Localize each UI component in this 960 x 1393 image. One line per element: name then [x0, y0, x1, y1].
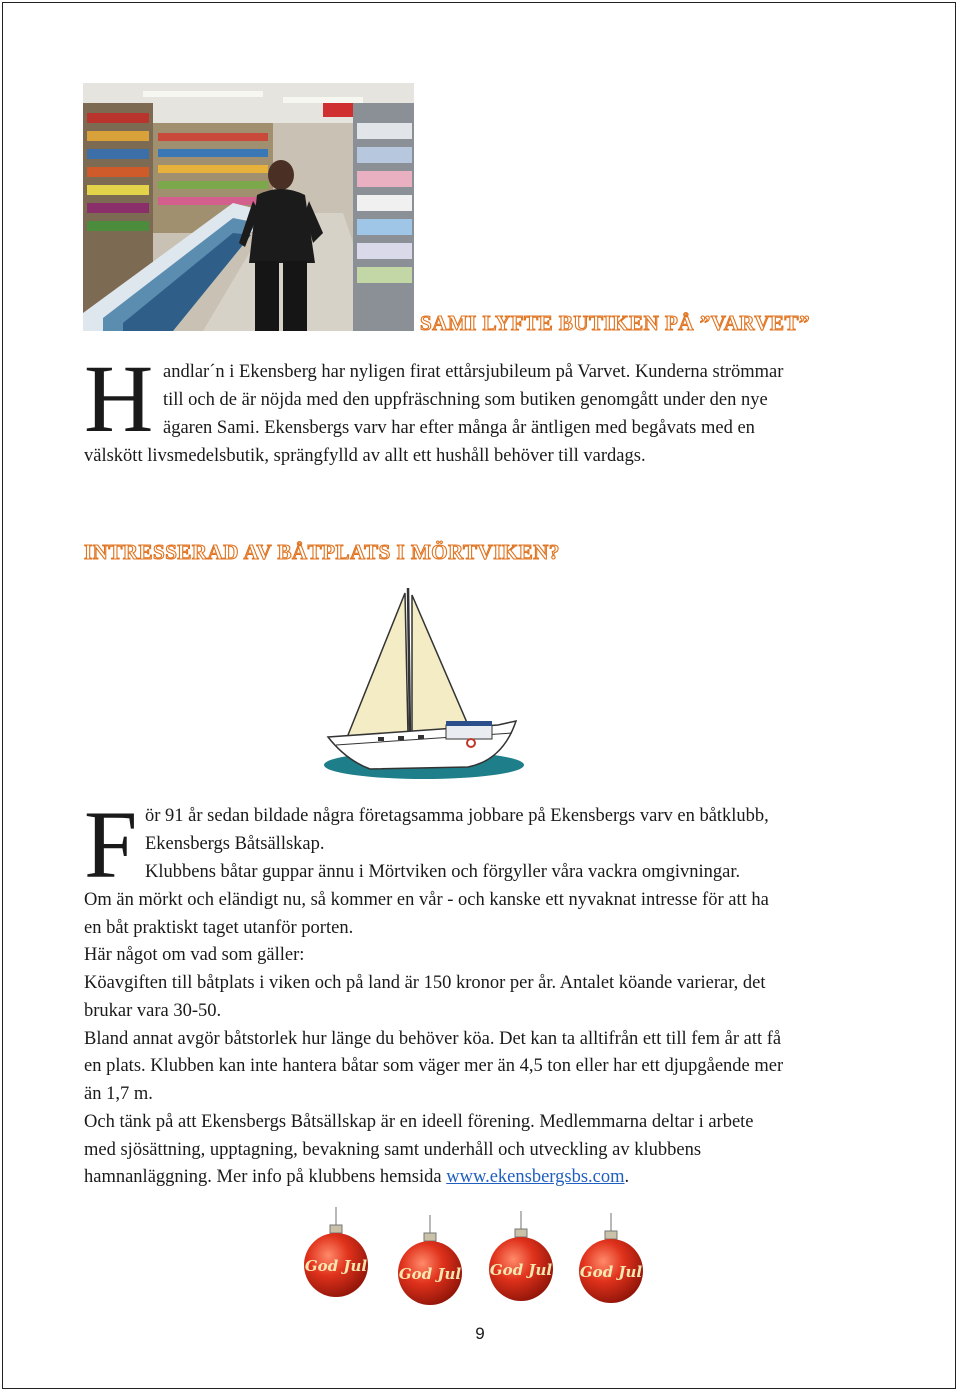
- paragraph-line: än 1,7 m.: [84, 1084, 153, 1104]
- ornament-text: God Jul: [304, 1257, 368, 1275]
- page-number: 9: [475, 1324, 485, 1343]
- sailboat-illustration: [318, 585, 524, 785]
- ornament: [304, 1207, 368, 1297]
- paragraph-line: andlar´n i Ekensberg har nyligen firat ettårsjubileum på Varvet. Kunderna strömmar: [163, 362, 784, 382]
- paragraph-line: [84, 1166, 629, 1188]
- store-photo: [83, 83, 414, 331]
- paragraph-text: hamnanläggning. Mer info på klubbens hemsida: [84, 1167, 447, 1187]
- paragraph-line: ör 91 år sedan bildade några företagsamma jobbare på Ekensbergs varv en båtklubb,: [145, 806, 769, 826]
- paragraph-line: Om än mörkt och eländigt nu, så kommer en vår - och kanske ett nyvaknat intresse för att ha: [84, 890, 769, 910]
- website-link[interactable]: www.ekensbergsbs.com: [446, 1167, 625, 1187]
- paragraph-line: Klubbens båtar guppar ännu i Mörtviken och förgyller våra vackra omgivningar.: [145, 862, 741, 882]
- ornament: [398, 1215, 462, 1305]
- paragraph-line: med sjösättning, upptagning, bevakning samt underhåll och utveckling av klubbens: [84, 1140, 702, 1160]
- paragraph-line: Här något om vad som gäller:: [84, 945, 305, 965]
- section-heading: INTRESSERAD AV BÅTPLATS I MÖRTVIKEN?: [84, 540, 560, 564]
- ornament: [489, 1211, 553, 1301]
- paragraph-line: Köavgiften till båtplats i viken och på land är 150 kronor per år. Antalet köande varierar, det: [84, 973, 766, 993]
- paragraph-line: till och de är nöjda med den uppfräschning som butiken genomgått under den nye: [163, 390, 768, 410]
- ornament-text: God Jul: [489, 1261, 553, 1279]
- paragraph-line: brukar vara 30-50.: [84, 1001, 222, 1021]
- christmas-ornaments: [298, 1203, 653, 1309]
- article-heading: SAMI LYFTE BUTIKEN PÅ ”VARVET”: [420, 311, 811, 335]
- drop-cap: F: [84, 791, 138, 898]
- paragraph-line: Ekensbergs Båtsällskap.: [145, 834, 325, 854]
- paragraph-line: Och tänk på att Ekensbergs Båtsällskap är en ideell förening. Medlemmarna deltar i arbete: [84, 1112, 754, 1132]
- paragraph-line: ägaren Sami. Ekensbergs varv har efter många år äntligen med begåvats med en: [163, 418, 755, 438]
- paragraph-line: en båt praktiskt taget utanför porten.: [84, 918, 354, 938]
- ornament-text: God Jul: [579, 1263, 643, 1281]
- ornament-text: God Jul: [398, 1265, 462, 1283]
- drop-cap: H: [84, 345, 154, 452]
- paragraph-line: välskött livsmedelsbutik, sprängfylld av allt ett hushåll behöver till vardags.: [84, 446, 646, 466]
- paragraph-line: Bland annat avgör båtstorlek hur länge du behöver köa. Det kan ta alltifrån ett till fem år att få: [84, 1029, 782, 1049]
- paragraph-text: .: [624, 1167, 630, 1187]
- paragraph-line: en plats. Klubben kan inte hantera båtar som väger mer än 4,5 ton eller har ett djupgående mer: [84, 1056, 784, 1076]
- ornament: [579, 1213, 643, 1303]
